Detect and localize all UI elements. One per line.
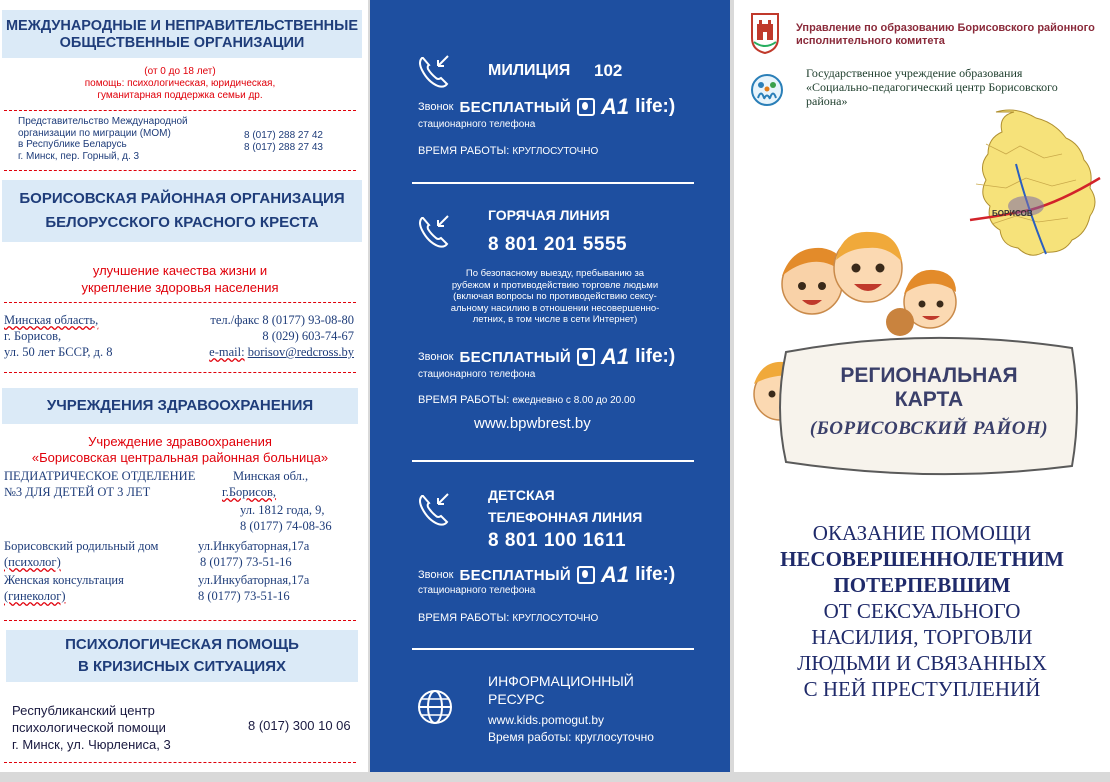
divider [4,372,356,373]
divider [4,110,356,111]
wc-line-2 [4,588,124,604]
a1-logo: A1 [600,344,630,369]
rc-phone-2: 8 (029) 603-74-67 [262,329,354,343]
hours-label: ВРЕМЯ РАБОТЫ: [418,612,510,624]
call-free: БЕСПЛАТНЫЙ [459,348,571,366]
globe-icon [416,688,454,726]
pediatric-dept [4,468,195,500]
operators-row [418,94,675,120]
banner-line-1: РЕГИОНАЛЬНАЯ [840,364,1018,387]
psych-center [12,702,171,753]
left-panel [0,0,368,772]
red-cross-contacts [209,312,354,360]
age-range: (от 0 до 18 лет) [144,66,216,77]
hospital-name [0,434,360,466]
hot-desc-2: рубежом и противодействию торговле людьми [451,279,659,291]
kids-title-2: ТЕЛЕФОННАЯ ЛИНИЯ [488,509,643,525]
wc-address: ул.Инкубаторная,17а [198,573,310,587]
ped-line-2: №3 ДЛЯ ДЕТЕЙ ОТ 3 ЛЕТ [4,485,151,499]
call-prefix: Звонок [418,569,454,581]
main-heading [734,520,1110,702]
divider [4,170,356,171]
dept-line-2: исполнительного комитета [796,35,945,47]
rc-phone-1: тел./факс 8 (0177) 93-08-80 [210,313,354,327]
red-cross-address [4,312,112,360]
call-prefix: Звонок [418,351,454,363]
help-types: помощь: психологическая, юридическая, [84,78,276,89]
hours-label: ВРЕМЯ РАБОТЫ: [418,145,510,157]
life-logo: life:) [635,564,676,585]
banner-subtitle: (БОРИСОВСКИЙ РАЙОН) [809,418,1049,439]
section-title-red-cross: БОРИСОВСКАЯ РАЙОННАЯ ОРГАНИЗАЦИЯ БЕЛОРУССКОГО КРАСНОГО КРЕСТА [2,180,362,242]
ped-addr-2-text: г.Борисов, [222,485,277,499]
heading-line-1: ОКАЗАНИЕ ПОМОЩИ [812,521,1032,545]
maternity-psych: (психолог) [4,555,61,569]
pediatric-phone: 8 (0177) 74-08-36 [240,519,332,533]
maternity-phone: 8 (0177) 73-51-16 [200,555,292,569]
kids-line-title [488,484,642,528]
info-hours: Время работы: круглосуточно [488,730,654,744]
wc-line-1: Женская консультация [4,573,124,587]
mts-logo-icon [577,566,595,584]
heading-line-5: НАСИЛИЯ, ТОРГОВЛИ [811,625,1033,649]
kids-line-number[interactable]: 8 801 100 1611 [488,530,627,551]
info-title-1: ИНФОРМАЦИОННЫЙ [488,673,634,689]
phone-icon [414,210,454,250]
rc-addr-3: ул. 50 лет БССР, д. 8 [4,345,113,359]
divider [4,302,356,303]
womens-clinic-contacts [198,572,309,604]
call-prefix: Звонок [418,101,454,113]
heading-line-7: С НЕЙ ПРЕСТУПЛЕНИЙ [803,677,1041,701]
kids-line-hours [418,612,598,624]
goal-line-2: укрепление здоровья населения [81,280,279,295]
hours-value: ежедневно с 8.00 до 20.00 [512,395,636,406]
ped-line-1: ПЕДИАТРИЧЕСКОЕ ОТДЕЛЕНИЕ [4,469,196,483]
district-map [956,104,1106,274]
operators-row [418,344,675,370]
section-title-psych-help: ПСИХОЛОГИЧЕСКАЯ ПОМОЩЬ В КРИЗИСНЫХ СИТУАЦИЯХ [6,630,358,682]
rc-addr-2: г. Борисов, [4,329,62,343]
iom-line-2: организации по миграции (МОМ) [18,127,171,139]
iom-line-4: г. Минск, пер. Горный, д. 3 [18,150,140,162]
pediatric-address-3: ул. 1812 года, 9, [240,503,325,517]
map-city-label: БОРИСОВ [992,209,1033,218]
hot-desc-1: По безопасному выезду, пребыванию за [465,268,645,279]
hotline-hours [418,394,635,406]
hours-value: КРУГЛОСУТОЧНО [512,613,599,624]
landline-note: стационарного телефона [418,585,536,596]
hotline-number[interactable]: 8 801 201 5555 [488,234,628,255]
wc-phone: 8 (0177) 73-51-16 [198,589,290,603]
info-url[interactable]: www.kids.pomogut.by [488,713,605,727]
divider [412,182,694,184]
hours-label: ВРЕМЯ РАБОТЫ: [418,394,510,406]
maternity-address: ул.Инкубаторная,17а [198,539,310,553]
email-link[interactable]: borisov@redcross.by [247,345,354,359]
hot-desc-3: (включая вопросы по противодействию сексу- [453,291,657,302]
middle-panel [370,0,730,772]
info-title [488,672,634,708]
banner-line-2: КАРТА [894,388,964,411]
section-title-international-orgs: МЕЖДУНАРОДНЫЕ И НЕПРАВИТЕЛЬСТВЕННЫЕ ОБЩЕСТВЕННЫЕ ОРГАНИЗАЦИИ [2,10,362,58]
center-line-1: Государственное учреждение образования [806,66,1023,80]
phone-icon [414,488,454,528]
psych-line-2: психологической помощи [12,720,166,735]
pediatric-address-1: Минская обл., [233,469,309,483]
help-types-2: гуманитарная поддержка семьи др. [97,90,263,101]
heading-line-2: НЕСОВЕРШЕННОЛЕТНИМ [780,547,1064,571]
divider [4,620,356,621]
landline-note: стационарного телефона [418,119,536,130]
hotline-url[interactable]: www.bpwbrest.by [474,415,591,432]
iom-phones [244,130,323,153]
dept-line-1: Управление по образованию Борисовского районного [796,22,1095,34]
maternity-contacts [198,538,309,570]
hospital-line-2: «Борисовская центральная районная больница» [31,450,329,465]
iom-line-3: в Республике Беларусь [18,139,127,150]
psych-phone: 8 (017) 300 10 06 [248,718,351,733]
womens-clinic [4,572,124,604]
psych-line-3: г. Минск, ул. Чюрлениса, 3 [12,737,171,752]
center-logo-icon [750,72,784,108]
divider [412,460,694,462]
education-dept [796,22,1095,48]
hours-value: КРУГЛОСУТОЧНО [512,146,599,157]
mts-logo-icon [577,348,595,366]
pediatric-address-2 [222,484,276,500]
police-number[interactable]: 102 [594,61,623,80]
info-title-2: РЕСУРС [488,691,545,707]
center-line-2: «Социально-педагогический центр Борисовского [806,80,1058,94]
banner-title [774,364,1084,412]
iom-phone-1: 8 (017) 288 27 42 [244,130,323,141]
police-title: МИЛИЦИЯ [488,62,571,79]
center-line-3: района» [806,94,848,108]
age-note [0,66,360,102]
red-cross-goal [0,262,360,296]
kids-title-1: ДЕТСКАЯ [488,487,555,503]
life-logo: life:) [635,346,676,367]
mts-logo-icon [577,98,595,116]
iom-phone-2: 8 (017) 288 27 43 [244,141,323,153]
psych-line-1: Республиканский центр [12,703,155,718]
call-free: БЕСПЛАТНЫЙ [459,566,571,584]
center-name [806,66,1058,108]
rc-addr-1-text: Минская область, [4,313,99,327]
call-free: БЕСПЛАТНЫЙ [459,98,571,116]
a1-logo: A1 [600,94,630,119]
iom-line-1: Представительство Международной [18,116,188,127]
right-panel [734,0,1110,772]
heading-line-6: ЛЮДЬМИ И СВЯЗАННЫХ [797,651,1047,675]
a1-logo: A1 [600,562,630,587]
heading-line-4: ОТ СЕКСУАЛЬНОГО [823,599,1021,623]
police-hours [418,145,598,157]
maternity-line-1: Борисовский родильный дом [4,539,159,553]
heading-line-3: ПОТЕРПЕВШИМ [833,573,1011,597]
maternity-line-2 [4,554,158,570]
wc-gyn: (гинеколог) [4,589,66,603]
rc-email-row [209,344,354,360]
life-logo: life:) [635,96,676,117]
hot-desc-5: летних, в том числе в сети Интернет) [472,314,638,325]
iom-name [18,116,188,162]
borisov-coat-of-arms-icon [750,12,780,54]
landline-note: стационарного телефона [418,369,536,380]
hot-desc-4: альному насилию в отношении несовершенно- [450,302,660,314]
section-title-healthcare: УЧРЕЖДЕНИЯ ЗДРАВООХРАНЕНИЯ [2,388,358,424]
maternity [4,538,158,570]
hotline-title: ГОРЯЧАЯ ЛИНИЯ [488,207,610,223]
divider [4,762,356,763]
rc-addr-1 [4,312,112,328]
email-label: e-mail: [209,345,245,359]
hotline-description [410,268,700,326]
hospital-line-1: Учреждение здравоохранения [88,434,272,449]
divider [412,648,694,650]
goal-line-1: улучшение качества жизни и [92,263,268,278]
phone-icon [414,50,454,90]
